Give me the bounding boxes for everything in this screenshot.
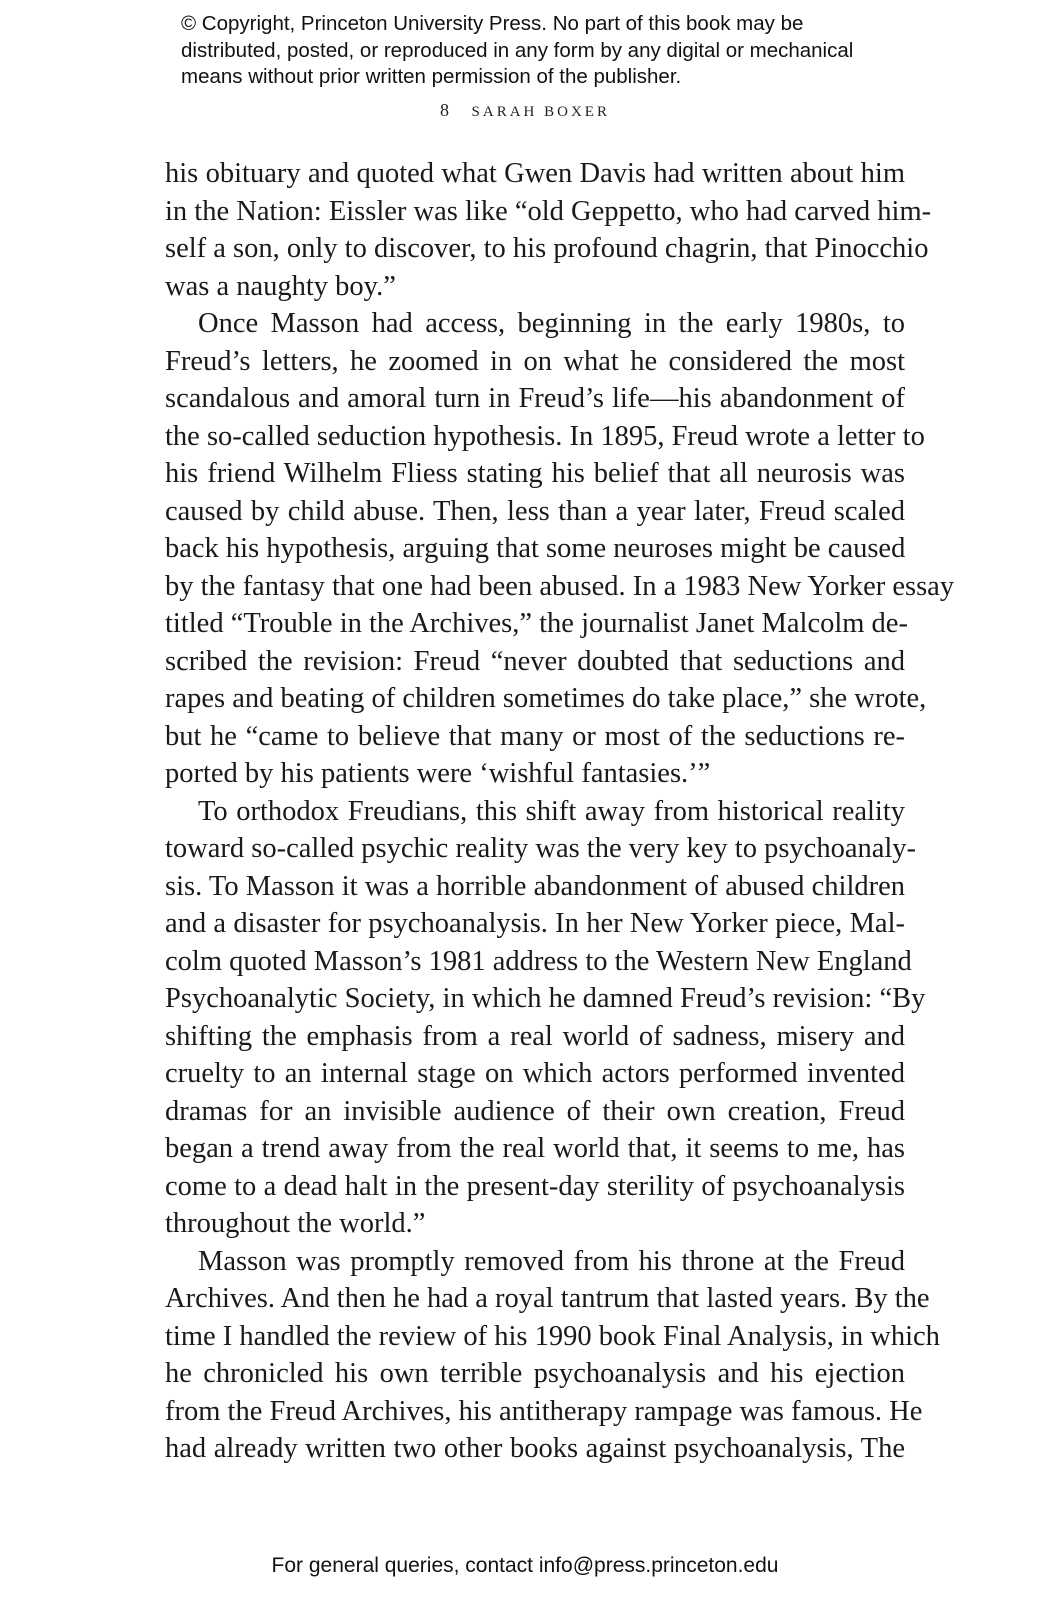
footer-contact: For general queries, contact info@press.princeton.edu: [271, 1554, 779, 1577]
body-text: [165, 155, 955, 1468]
text-line: Once Masson had access, beginning in the early 1980s, to: [198, 308, 905, 339]
text-line: dramas for an invisible audience of their own creation, Freud: [165, 1095, 905, 1127]
text-line: scribed the revision: Freud “never doubted that seductions and: [165, 645, 905, 677]
copyright-line: distributed, posted, or reproduced in any form by any digital or mechanical: [181, 38, 854, 62]
text-line: sis. To Masson it was a horrible abandonment of abused children: [165, 870, 905, 902]
text-line: Psychoanalytic Society, in which he damned Freud’s revision: “By: [165, 983, 926, 1014]
text-line: his friend Wilhelm Fliess stating his belief that all neurosis was: [165, 458, 905, 489]
text-line: back his hypothesis, arguing that some neuroses might be caused: [165, 533, 906, 564]
text-line: shifting the emphasis from a real world of sadness, misery and: [165, 1020, 905, 1052]
text-line: Freud’s letters, he zoomed in on what he considered the most: [165, 345, 905, 377]
text-line: and a disaster for psychoanalysis. In her New Yorker piece, Mal-: [165, 908, 905, 939]
text-line: scandalous and amoral turn in Freud’s life—his abandonment of: [165, 383, 905, 414]
text-line: throughout the world.”: [165, 1208, 426, 1239]
text-line: by the fantasy that one had been abused. In a 1983 New Yorker essay: [165, 570, 955, 602]
text-line: Archives. And then he had a royal tantrum that lasted years. By the: [165, 1283, 930, 1314]
text-line: was a naughty boy.”: [165, 270, 396, 302]
text-line: time I handled the review of his 1990 book Final Analysis, in which: [165, 1320, 940, 1352]
text-line: Masson was promptly removed from his throne at the Freud: [198, 1245, 905, 1277]
page-number: 8: [440, 100, 450, 120]
text-line: the so-called seduction hypothesis. In 1895, Freud wrote a letter to: [165, 420, 925, 452]
text-line: titled “Trouble in the Archives,” the journalist Janet Malcolm de-: [165, 608, 908, 639]
text-line: caused by child abuse. Then, less than a year later, Freud scaled: [165, 495, 905, 527]
text-line: began a trend away from the real world that, it seems to me, has: [165, 1133, 905, 1164]
copyright-notice: [181, 11, 901, 91]
text-line: his obituary and quoted what Gwen Davis had written about him: [165, 158, 905, 189]
text-line: rapes and beating of children sometimes do take place,” she wrote,: [165, 683, 927, 714]
running-head-author: SARAH BOXER: [471, 104, 610, 120]
text-line: colm quoted Masson’s 1981 address to the Western New England: [165, 945, 912, 977]
text-line: but he “came to believe that many or most of the seductions re-: [165, 720, 905, 752]
copyright-line: means without prior written permission of the publisher.: [181, 65, 682, 88]
text-line: in the Nation: Eissler was like “old Geppetto, who had carved him-: [165, 195, 932, 227]
text-line: self a son, only to discover, to his profound chagrin, that Pinocchio: [165, 233, 929, 264]
text-line: come to a dead halt in the present-day sterility of psychoanalysis: [165, 1170, 905, 1202]
text-line: cruelty to an internal stage on which actors performed invented: [165, 1058, 905, 1089]
text-line: ported by his patients were ‘wishful fantasies.’”: [165, 758, 711, 789]
running-head: [0, 99, 1050, 123]
copyright-line: © Copyright, Princeton University Press. No part of this book may be: [181, 12, 804, 35]
text-line: had already written two other books against psychoanalysis, The: [165, 1433, 905, 1464]
text-line: To orthodox Freudians, this shift away from historical reality: [198, 795, 905, 827]
text-line: he chronicled his own terrible psychoanalysis and his ejection: [165, 1358, 905, 1389]
text-line: from the Freud Archives, his antitherapy rampage was famous. He: [165, 1395, 923, 1427]
text-line: toward so-called psychic reality was the very key to psychoanaly-: [165, 833, 917, 864]
